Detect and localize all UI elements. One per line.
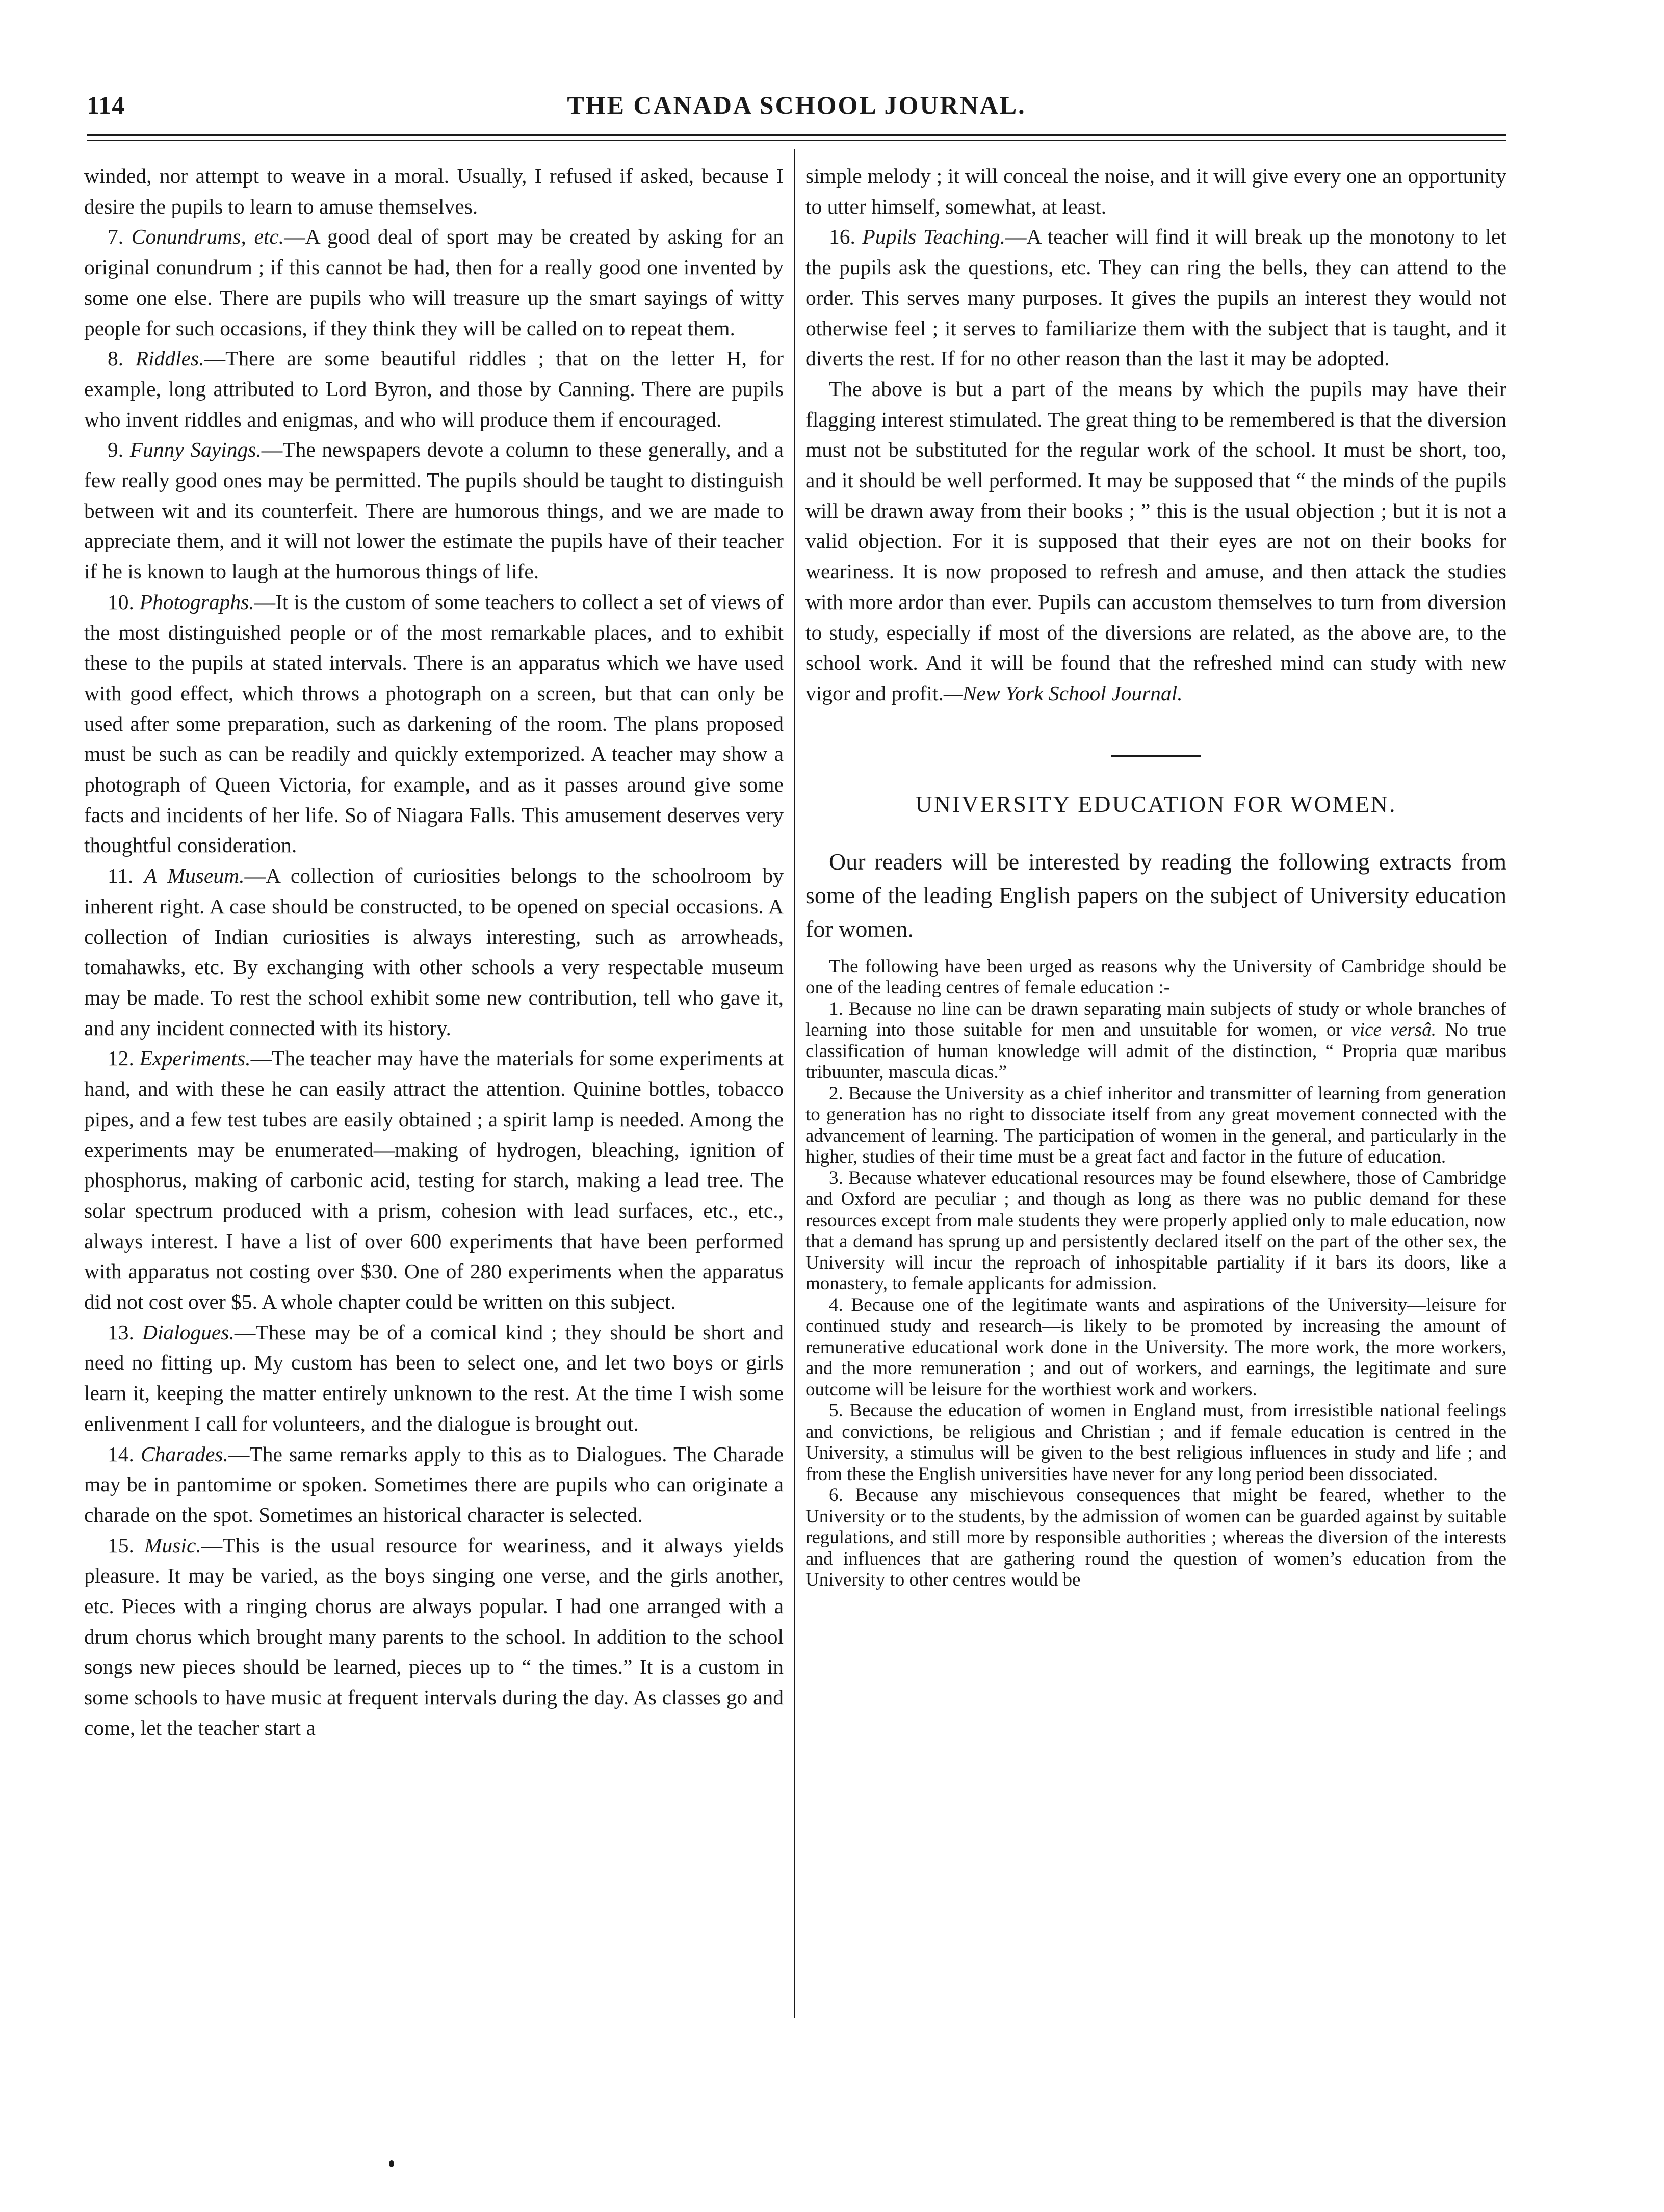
section-separator-rule [1111,755,1201,757]
paragraph-charades: 14. Charades.—The same remarks apply to this as to Dialogues. The Charade may be in pantomime or spoken. Sometimes there are pupils who can originate a charade on the spot. Sometimes an historical character is selected. [84,1442,784,1526]
item-title: Experiments. [139,1046,251,1070]
reason-4: 4. Because one of the legitimate wants and aspirations of the University—leisure for continued study and research—is likely to be promoted by increasing the amount of remunerative educational work done in the University. The more work, the more workers, and the more remuneration ; and out of workers, and earnings, the legitimate and sure outcome will be leisure for the worthiest work and workers. [805,1294,1506,1400]
left-column [84,161,784,1744]
paragraph-funny-sayings: 9. Funny Sayings.—The newspapers devote a column to these generally, and a few really good ones may be permitted. The pupils should be taught to distinguish between wit and its counterfeit. There are humorous things, and we are made to appreciate them, and it will not lower the estimate the pupils have of their teacher if he is known to laugh at the humorous things of life. [84,438,784,584]
item-title: Funny Sayings. [129,438,262,462]
page-header [87,84,1506,130]
paragraph-music: 15. Music.—This is the usual resource for weariness, and it always yields pleasure. It may be varied, as the boys singing one verse, and the girls another, etc. Pieces with a ringing chorus are always popular. I had one arranged with a drum chorus which brought many parents to the school. In addition to the school songs new pieces should be learned, pieces up to “ the times.” It is a custom in some schools to have music at frequent intervals during the day. As classes go and come, let the teacher start a [84,1533,784,1740]
paragraph-riddles: 8. Riddles.—There are some beautiful riddles ; that on the letter H, for example, long attributed to Lord Byron, and those by Canning. There are pupils who invent riddles and enigmas, and who will produce them if encouraged. [84,347,784,431]
paragraph-conundrums: 7. Conundrums, etc.—A good deal of sport may be created by asking for an original conundrum ; if this cannot be had, then for a really good one invented by some one else. There are pupils who will treasure up the smart sayings of witty people for such occasions, if they think they will be called on to repeat them. [84,225,784,340]
paragraph-dialogues: 13. Dialogues.—These may be of a comical kind ; they should be short and need no fitting up. My custom has been to select one, and let two boys or girls learn it, keeping the matter entirely unknown to the rest. At the time I wish some enlivenment I call for volunteers, and the dialogue is brought out. [84,1320,784,1435]
article-intro: The following have been urged as reasons why the University of Cambridge should be one of the leading centres of female education :- [805,956,1506,998]
page-number: 114 [87,91,125,119]
paragraph-experiments: 12. Experiments.—The teacher may have the materials for some experiments at hand, and with these he can easily attract the attention. Quinine bottles, tobacco pipes, and a few test tubes are easily obtained ; a spirit lamp is needed. Among the experiments may be enumerated—making of hydrogen, bleaching, ignition of phosphorus, making of carbonic acid, testing for starch, making a lead tree. The solar spectrum produced with a prism, cohesion with lead surfaces, etc., etc., always interest. I have a list of over 600 experiments that have been performed with apparatus not costing over $30. One of 280 experiments when the apparatus did not cost over $5. A whole chapter could be written on this subject. [84,1046,784,1314]
source-citation: —New York School Journal. [943,681,1183,705]
item-title: Music. [144,1533,201,1557]
reason-1: 1. Because no line can be drawn separating main subjects of study or whole branches of learning into those suitable for men and unsuitable for women, or vice versâ. No true classification of human knowledge will admit of the distinction, “ Propria quæ maribus tribuunter, mascula dicas.” [805,998,1506,1083]
right-column [805,161,1506,1591]
paragraph: winded, nor attempt to weave in a moral. Usually, I refused if asked, because I desire the pupils to learn to amuse themselves. [84,164,784,218]
reason-5: 5. Because the education of women in England must, from irresistible national feelings and convictions, be religious and Christian ; and if female education is centred in the University, a stimulus will be given to the best religious influences in study and life ; and from these the English universities have never for any long period been dissociated. [805,1400,1506,1485]
item-title: Photographs. [139,590,254,614]
paragraph-photographs: 10. Photographs.—It is the custom of some teachers to collect a set of views of the most distinguished people or of the most remarkable places, and to exhibit these to the pupils at stated intervals. There is an apparatus which we have used with good effect, which throws a photograph on a screen, but that can only be used after some preparation, such as darkening of the room. The plans proposed must be such as can be readily and quickly extemporized. A teacher may show a photograph of Queen Victoria, for example, and as it passes around give some facts and incidents of her life. So of Niagara Falls. This amusement deserves very thoughtful consideration. [84,590,784,857]
header-rule-thin [87,140,1506,141]
reason-2: 2. Because the University as a chief inheritor and transmitter of learning from generation to generation has no right to dissociate itself from any great movement connected with the advancement of learning. The participation of women in the general, and particularly in the higher, studies of their time must be a great fact and factor in the future of education. [805,1083,1506,1168]
paragraph-pupils-teaching: 16. Pupils Teaching.—A teacher will find it will break up the monotony to let the pupils ask the questions, etc. They can ring the bells, they can attend to the order. This serves many purposes. It gives the pupils an interest they would not otherwise feel ; it serves to familiarize them with the subject that is taught, and it diverts the rest. If for no other reason than the last it may be adopted. [805,225,1507,371]
column-divider [794,149,795,2018]
paragraph: simple melody ; it will conceal the noise, and it will give every one an opportunity to utter himself, somewhat, at least. [805,164,1506,218]
item-title: Pupils Teaching. [862,225,1005,249]
item-title: A Museum. [144,864,245,888]
paragraph-conclusion: The above is but a part of the means by which the pupils may have their flagging interest stimulated. The great thing to be remembered is that the diversion must not be substituted for the regular work of the school. It must be short, too, and it should be well performed. It may be supposed that “ the minds of the pupils will be drawn away from their books ; ” this is the usual objection ; but it is not a valid objection. For it is supposed that their eyes are not on their books for weariness. It is now proposed to refresh and amuse, and then attack the studies with more ardor than ever. Pupils can accustom themselves to turn from diversion to study, especially if most of the diversions are related, as the above are, to the school work. And it will be found that the refreshed mind can study with new vigor and profit.—New York School Journal. [805,377,1506,705]
header-rule-thick [87,134,1506,136]
item-title: Riddles. [135,347,204,371]
item-title: Charades. [141,1442,228,1466]
journal-title: THE CANADA SCHOOL JOURNAL. [567,91,1026,119]
ink-speck [389,2160,394,2167]
article-lead: Our readers will be interested by reading the following extracts from some of the leading English papers on the subject of University education for women. [805,848,1506,942]
section-title: UNIVERSITY EDUCATION FOR WOMEN. [915,791,1397,817]
item-title: Conundrums, etc. [131,225,284,249]
reason-3: 3. Because whatever educational resources may be found elsewhere, those of Cambridge and Oxford are peculiar ; and though as long as there was no public demand for these resources except from male students they were properly applied only to male education, now that a demand has sprung up and persistently declared itself on the part of the other sex, the University will incur the reproach of inhospitable partiality if it bars its doors, like a monastery, to female applicants for admission. [805,1167,1506,1295]
paragraph-museum: 11. A Museum.—A collection of curiosities belongs to the schoolroom by inherent right. A case should be constructed, to be opened on special occasions. A collection of Indian curiosities is always interesting, such as arrowheads, tomahawks, etc. By exchanging with other schools a very respectable museum may be made. To rest the school exhibit some new contribution, tell who gave it, and any incident connected with its history. [84,864,784,1040]
reason-6: 6. Because any mischievous consequences that might be feared, whether to the University or to the students, by the admission of women can be guarded against by suitable regulations, and still more by responsible authorities ; whereas the diversion of the interests and influences that are gathering round the question of women’s education from the University to other centres would be [805,1485,1506,1591]
item-title: Dialogues. [142,1320,235,1344]
